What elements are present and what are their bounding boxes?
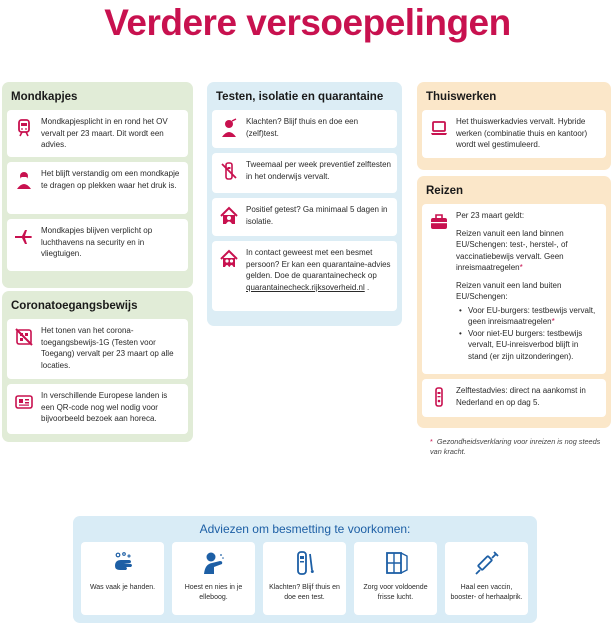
tile-text: Was vaak je handen. [89, 584, 156, 591]
item-text: Zelftestadvies: direct na aankomst in Nederland en op dag 5. [456, 386, 586, 407]
item-text: Mondkapjesplicht in en rond het OV vervalt per 23 maart. Dit wordt een advies. [41, 117, 168, 149]
train-icon [14, 118, 34, 138]
airplane-icon [14, 227, 34, 247]
home-people-icon [219, 249, 239, 269]
tile-text: Hoest en nies in je elleboog. [184, 584, 243, 601]
bullet-text: Voor EU-burgers: testbewijs vervalt, geen inreismaatregelen [468, 305, 596, 326]
hand-wash-icon [110, 550, 136, 576]
panel-heading: Mondkapjes [11, 91, 78, 103]
item-text: Het tonen van het corona-toegangsbewijs-1G (Testen voor Toegang) vervalt per 23 maart op alle locaties. [41, 326, 174, 370]
advice-heading: Adviezen om besmetting te voorkomen: [199, 522, 411, 536]
vaccine-syringe-icon [474, 550, 500, 576]
crossed-test-icon [219, 161, 239, 181]
item-text: In verschillende Europese landen is een QR-code nog wel nodig voor bijvoorbeeld bezoek aan horeca. [41, 391, 168, 423]
eu-paragraph [456, 228, 600, 274]
footnote [430, 437, 610, 457]
advice-tile [263, 542, 346, 615]
tile-text: Zorg voor voldoende frisse lucht. [363, 584, 428, 601]
list-item [422, 379, 606, 417]
advice-tile [172, 542, 255, 615]
panel-heading: Coronatoegangsbewijs [11, 300, 138, 312]
qr-code-card-icon [14, 392, 34, 412]
list-item [456, 328, 600, 363]
panel-reizen [417, 176, 611, 428]
list-item [7, 219, 188, 271]
face-mask-person-icon [14, 170, 34, 190]
footnote-star: * [551, 317, 555, 326]
item-text: Het thuiswerkadvies vervalt. Hybride werken (combinatie thuis en kantoor) wordt wel gestimuleerd. [456, 117, 588, 149]
list-item [212, 241, 397, 311]
list-item [7, 384, 188, 434]
panel-heading: Reizen [426, 185, 464, 197]
travel-intro: Per 23 maart geldt: [456, 211, 525, 220]
item-text: Mondkapjes blijven verplicht op luchthavens na security en in vliegtuigen. [41, 226, 153, 258]
footnote-mark: * [430, 437, 433, 446]
panel-coronatoegangsbewijs [2, 291, 193, 442]
advice-panel [73, 516, 537, 623]
item-text: Klachten? Blijf thuis en doe een (zelf)test. [246, 117, 359, 138]
item-text: Het blijft verstandig om een mondkapje te dragen op plekken waar het druk is. [41, 169, 180, 190]
advice-tile [81, 542, 164, 615]
item-text: In contact geweest met een besmet persoon? Er kan een quarantaine-advies gelden. Doe de quarantainecheck op [246, 248, 391, 280]
advice-tile [354, 542, 437, 615]
self-test-icon [429, 387, 449, 407]
tile-text: Haal een vaccin, booster- of herhaalprik. [450, 584, 523, 601]
ventilation-window-icon [383, 550, 409, 576]
list-item [212, 110, 397, 148]
list-item [7, 162, 188, 214]
list-item [7, 110, 188, 157]
list-item [422, 110, 606, 158]
panel-heading: Testen, isolatie en quarantaine [216, 91, 384, 103]
footnote-star: * [519, 263, 523, 272]
page-title: Verdere versoepelingen [104, 2, 511, 43]
quarantainecheck-link[interactable]: quarantainecheck.rijksoverheid.nl [246, 282, 365, 292]
list-item [212, 198, 397, 236]
sneeze-elbow-icon [201, 550, 227, 576]
crossed-out-qr-phone-icon [14, 327, 34, 347]
item-text-end: . [364, 282, 370, 292]
panel-testen [207, 82, 402, 326]
travel-card [422, 204, 606, 374]
item-text: Positief getest? Ga minimaal 5 dagen in isolatie. [246, 205, 388, 226]
advice-tile [445, 542, 528, 615]
test-kit-icon [292, 550, 318, 576]
list-item [7, 319, 188, 379]
panel-thuiswerken [417, 82, 611, 170]
footnote-text: Gezondheidsverklaring voor inreizen is nog steeds van kracht. [430, 437, 601, 456]
panel-mondkapjes [2, 82, 193, 288]
suitcase-icon [429, 212, 449, 232]
item-text: Tweemaal per week preventief zelftesten in het onderwijs vervalt. [246, 160, 391, 181]
eu-text: Reizen vanuit een land binnen EU/Schengen: test-, herstel-, of vaccinatiebewijs vervalt. Geen inreismaatregelen [456, 228, 568, 272]
list-item [212, 153, 397, 193]
list-item [456, 305, 600, 328]
non-eu-intro: Reizen vanuit een land buiten EU/Schengen: [456, 280, 562, 301]
home-person-icon [219, 206, 239, 226]
bullet-text: Voor niet-EU burgers: testbewijs vervalt, EU-inreisverbod blijft in stand (er zijn uitzonderingen). [468, 328, 583, 361]
travel-bullets [456, 305, 600, 363]
laptop-icon [429, 118, 449, 138]
tile-text: Klachten? Blijf thuis en doe een test. [269, 584, 340, 601]
sick-person-icon [219, 118, 239, 138]
panel-heading: Thuiswerken [426, 91, 497, 103]
